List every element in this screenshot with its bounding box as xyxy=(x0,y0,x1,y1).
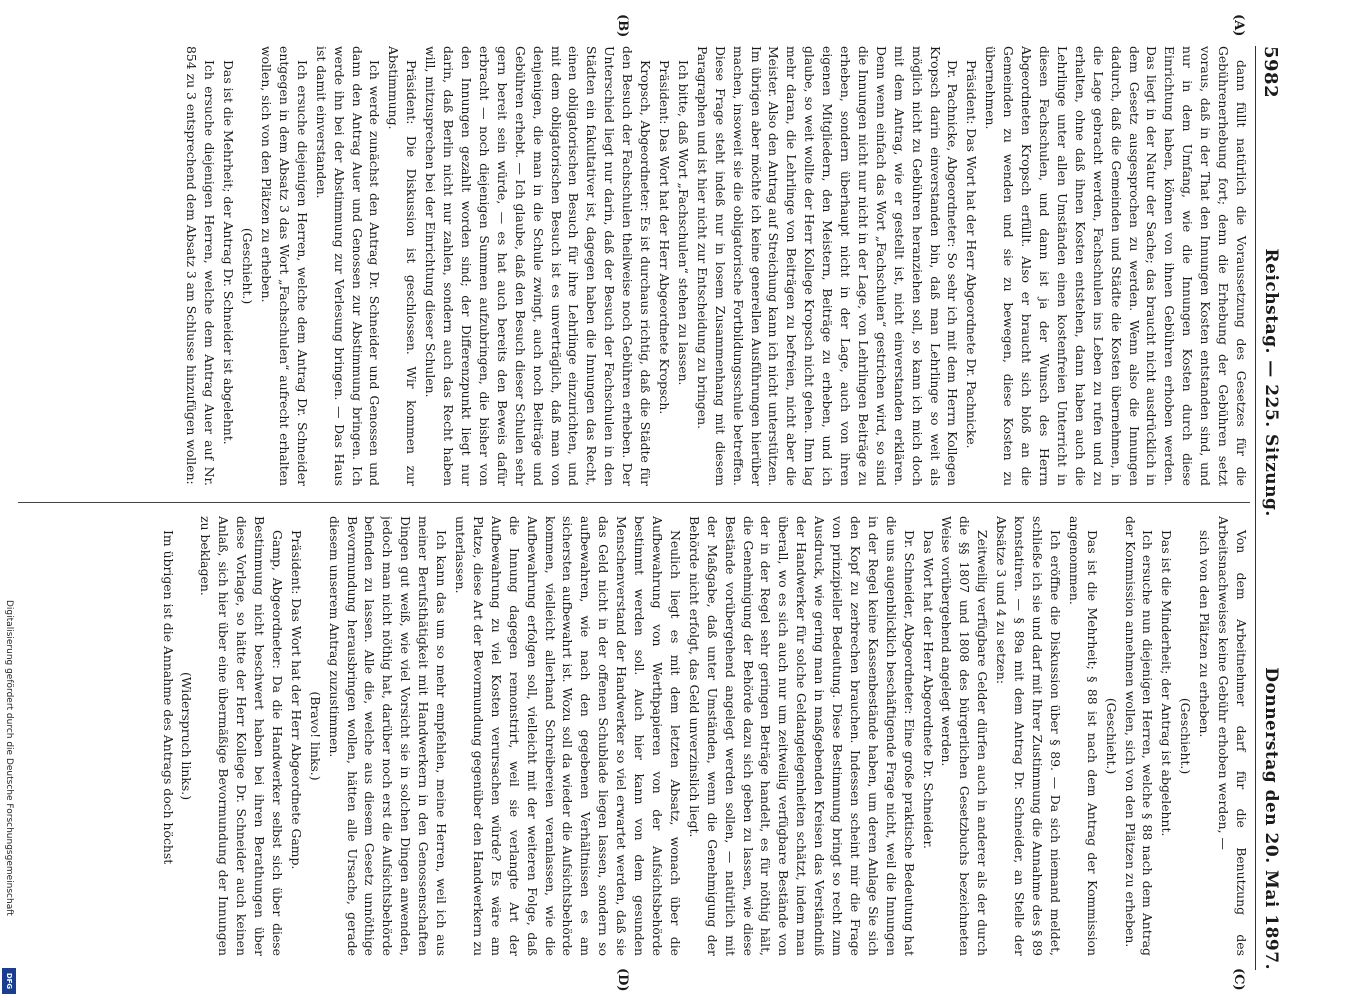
paragraph: Das ist die Mehrheit; der Antrag Dr. Schneider ist abgelehnt. xyxy=(221,60,237,445)
right-column xyxy=(18,516,1250,956)
paragraph: Präsident: Die Diskussion ist geschlossen. Wir kommen zur Abstimmung. xyxy=(386,46,420,486)
footer-credit xyxy=(2,600,14,1000)
paragraph: Ich ersuche diejenigen Herren, welche dem Antrag Auer auf Nr. 854 zu 3 entsprechend dem Absatz 3 am Schlusse hinzufügen wollen: xyxy=(184,46,218,486)
paragraph: Präsident: Das Wort hat der Herr Abgeordnete Kropsch. xyxy=(657,60,672,415)
paragraph: Im übrigen ist die Annahme des Antrags doch höchst xyxy=(160,530,176,865)
paragraph: Gamp, Abgeordneter: Da die Handwerker selbst sich über diese Bestimmung nicht beschwert haben bei ihren Berathungen über diese Vorlage, so hätte der Herr Kollege Dr. Schneider auch keinen Anlaß, sich hier über eine übermäßige Bevormundung der Innungen zu beklagen. xyxy=(198,516,285,956)
paragraph: Ich ersuche nun diejenigen Herren, welche § 88 nach dem Antrag der Kommission annehmen wollen, sich von den Plätzen zu erheben. xyxy=(1122,516,1156,956)
paragraph: Ich bitte, daß Wort „Fachschulen“ stehen zu lassen. xyxy=(675,60,691,386)
paragraph: dann füllt natürlich die Voraussetzung des Gesetzes für die Gebührenerhebung fort; denn die Erhebung der Gebühren setzt voraus, daß in der That den Innungen Kosten entstanden sind, und nur in dem Umfang, wie die Innungen Kosten durch diese Einrichtung haben, können von ihnen Gebühren erhoben werden. Das liegt in der Natur der Sache; das braucht nicht ausdrücklich in dem Gesetz ausgesprochen zu werden. Wenn also die Innungen dadurch, daß die Gemeinden und Städte die Kosten übernehmen, in die Lage gebracht werden, Fachschulen ins Leben zu rufen und zu erhalten, ohne daß ihnen Kosten entstehen, dann haben auch die Lehrlinge unter allen Umständen einen kostenfreien Unterricht in diesen Fachschulen, und dann ist ja der Wunsch des Herrn Abgeordneten Kropsch erfüllt. Also er braucht sich bloß an die Gemeinden zu wenden und sie zu bewegen, diese Kosten zu übernehmen. xyxy=(983,46,1249,486)
header-title: Reichstag. — 225. Sitzung. xyxy=(1261,248,1281,517)
paragraph: Präsident: Das Wort hat der Herr Abgeordnete Dr. Pachnicke. xyxy=(964,60,980,449)
footer-credit-text: Digitalisierung gefördert durch die Deutsche Forschungsgemeinschaft xyxy=(4,600,14,916)
page-header xyxy=(1258,46,1284,970)
margin-marker-b: (B) xyxy=(615,14,630,38)
paragraph: Ich werde zunächst den Antrag Dr. Schneider und Genossen und dann den Antrag Auer und Genossen zur Abstimmung bringen. Ich werde ihn bei der Abstimmung zur Verlesung bringen. — Das Haus ist damit einverstanden. xyxy=(313,46,383,486)
paragraph: Neulich liegt es mit dem letzten Absatz, wonach über die Aufbewahrung von Werthpapieren von der Aufsichtsbehörde bestimmt werden soll. Auch hier kann von dem gesunden Menschenverstand der Handwerker so viel erwartet werden, daß sie das Geld nicht in der offenen Schublade liegen lassen, sondern so aufbewahren, wie nach den gegebenen Verhältnissen es am sichersten aufbewahrt ist. Wozu soll da wieder die Aufsichtsbehörde kommen, vielleicht allerhand Schreibereien veranlassen, wie die Aufbewahrung erfolgen soll, vielleicht mit der weiteren Folge, daß die Innung dagegen remonstrirt, weil sie verlangte Art der Aufbewahrung zu viel Kosten verursachen würde? Es wäre am Platze, diese Art der Bevormundung gegenüber den Handwerkern zu unterlassen. xyxy=(453,516,683,956)
paragraph: Kropsch, Abgeordneter: Es ist durchaus richtig, daß die Städte für den Besuch der Fachschulen theilweise noch Gebühren erheben. Der Unterschied liegt nur darin, daß der Besuch der Fachschulen in den Städten ein fakultativer ist, dagegen haben die Innungen das Recht, einen obligatorischen Besuch für ihre Lehrlinge einzurichten, und mit dem obligatorischen Besuch ist es unverträglich, daß man von denjenigen, die man in die Schule zwingt, auch noch Beiträge und Gebühren erhebt. — Ich glaube, daß den Besuch dieser Schulen sehr gern bereit sein würde, — es hat auch bereits den Beweis dafür erbracht — noch diejenigen Summen aufzubringen, die bisher von den Innungen gezahlt worden sind; der Differenzpunkt liegt nur darin, daß Berlin nicht nur zahlen, sondern auch das Recht haben will, mitzusprechen bei der Einrichtung dieser Schulen. xyxy=(423,46,654,486)
header-rule xyxy=(1255,46,1256,970)
page-number: 5982 xyxy=(1260,46,1282,99)
paragraph: Ich ersuche diejenigen Herren, welche dem Antrag Dr. Schneider entgegen in dem Absatz 3 das Wort „Fachschulen“ aufrecht erhalten wollen, sich von den Plätzen zu erheben. xyxy=(259,46,310,486)
paragraph: Dr. Schneider, Abgeordneter: Eine große praktische Bedeutung hat die uns augenblicklich beschäftigende Frage nicht, weil die Innungen in der Regel keine Kassenbestände haben, um deren Anlage Sie sich den Kopf zu zerbrechen brauchen. Indessen scheint mir die Frage von prinzipieller Bedeutung. Diese Bestimmung bringt so recht zum Ausdruck, wie gering man in maßgebenden Kreisen das Verständniß der Handwerker für solche Geldangelegenheiten schätzt, indem man überall, wo es sich auch nur um zeitweilig verfügbare Bestände von der in der Regel sehr geringen Beträge handelt, es für nöthig hält, die Genehmigung der Behörde dazu sich geben zu lassen, wie diese Bestände vorübergehend angelegt werden sollen, — natürlich mit der Maßgabe, daß unter Umständen, wenn die Genehmigung der Behörde nicht erfolgt, das Geld unverzinslich liegt. xyxy=(686,516,917,956)
paragraph: Zeitweilig verfügbare Gelder dürfen auch in anderer als der durch die §§ 1807 und 1808 des bürgerlichen Gesetzbuchs bezeichneten Weise vorübergehend angelegt werden. xyxy=(939,516,991,956)
paragraph: Ich eröffne die Diskussion über § 89. — Da sich niemand meldet, schließe ich sie und darf mit Ihrer Zustimmung die Annahme des § 89 konstatiren. — § 89a mit dem Antrag Dr. Schneider, an Stelle der Absätze 3 und 4 zu setzen: xyxy=(994,516,1063,956)
paragraph: Das ist die Minderheit; der Antrag ist abgelehnt. xyxy=(1159,530,1175,837)
paragraph: (Widerspruch links.) xyxy=(179,671,195,801)
paragraph: (Geschieht.) xyxy=(240,227,256,305)
margin-marker-d: (D) xyxy=(615,968,630,992)
paragraph: sich von den Plätzen zu erheben. xyxy=(1197,530,1213,738)
paragraph: Präsident: Das Wort hat der Herr Abgeordnete Gamp. xyxy=(288,530,304,870)
paragraph: Das Wort hat der Herr Abgeordnete Dr. Schneider. xyxy=(920,530,936,849)
paragraph: (Geschieht.) xyxy=(1178,697,1194,775)
paragraph: Dr. Pachnicke, Abgeordneter: So sehr ich mit dem Herrn Kollegen Kropsch darin einverstanden bin, daß man Lehrlinge so weit als möglich nicht zu Gebühren heranziehen soll, so kann ich mich doch mit dem Antrag, wie er gestellt ist, nicht einverstanden erklären. Denn wenn einfach das Wort „Fachschulen“ gestrichen wird, so sind die Innungen nicht nur nicht in der Lage, von Lehrlingen Beiträge zu erheben, sondern überhaupt nicht in der Lage, auch von ihren eigenen Mitgliedern, den Meistern, Beiträge zu erheben, und ich glaube, so weit wollte der Herr Kollege Kropsch nicht gehen. Ihm lag mehr daran, die Lehrlinge von Beiträgen zu befreien, nicht aber die Meister. Also den Antrag auf Streichung kann ich nicht unterstützen. Im übrigen aber möchte ich keine generellen Ausführungen hierüber machen, insoweit sie die obligatorische Fortbildungsschule betreffen. Diese Frage steht indeß nur in losem Zusammenhang mit diesem Paragraphen und ist hier nicht zur Entscheidung zu bringen. xyxy=(694,46,961,486)
header-date: Donnerstag den 20. Mai 1897. xyxy=(1261,667,1281,970)
left-column xyxy=(18,46,1250,486)
paragraph: Ich kann das um so mehr empfehlen, meine Herren, weil ich aus meiner Berufsthätigkeit mit Handwerkern in den Genossenschaften Dingen gut weiß, wie viel Vorsicht sie in solchen Dingen anwenden, jedoch man nicht nöthig hat, darüber noch erst die Aufsichtsbehörde befinden zu lassen. Alle die, welche aus diesem Gesetz unnöthige Bevormundung herausbringen wollen, hätten alle Ursache, gerade diesem unserem Antrag zuzustimmen. xyxy=(326,516,450,956)
column-divider xyxy=(18,502,1250,503)
margin-marker-a: (A) xyxy=(1231,14,1246,37)
dfg-logo xyxy=(2,968,16,994)
paragraph: Das ist die Mehrheit; § 88 ist nach dem Antrag der Kommission angenommen. xyxy=(1066,516,1100,956)
margin-marker-c: (C) xyxy=(1231,968,1246,991)
paragraph: (Bravo! links.) xyxy=(307,691,323,781)
dfg-logo-text: DFG xyxy=(5,972,13,990)
paragraph: Von dem Arbeitnehmer darf für die Benutzung des Arbeitsnachweises keine Gebühr erhoben werden, — xyxy=(1216,516,1249,956)
paragraph: (Geschieht.) xyxy=(1103,697,1119,775)
